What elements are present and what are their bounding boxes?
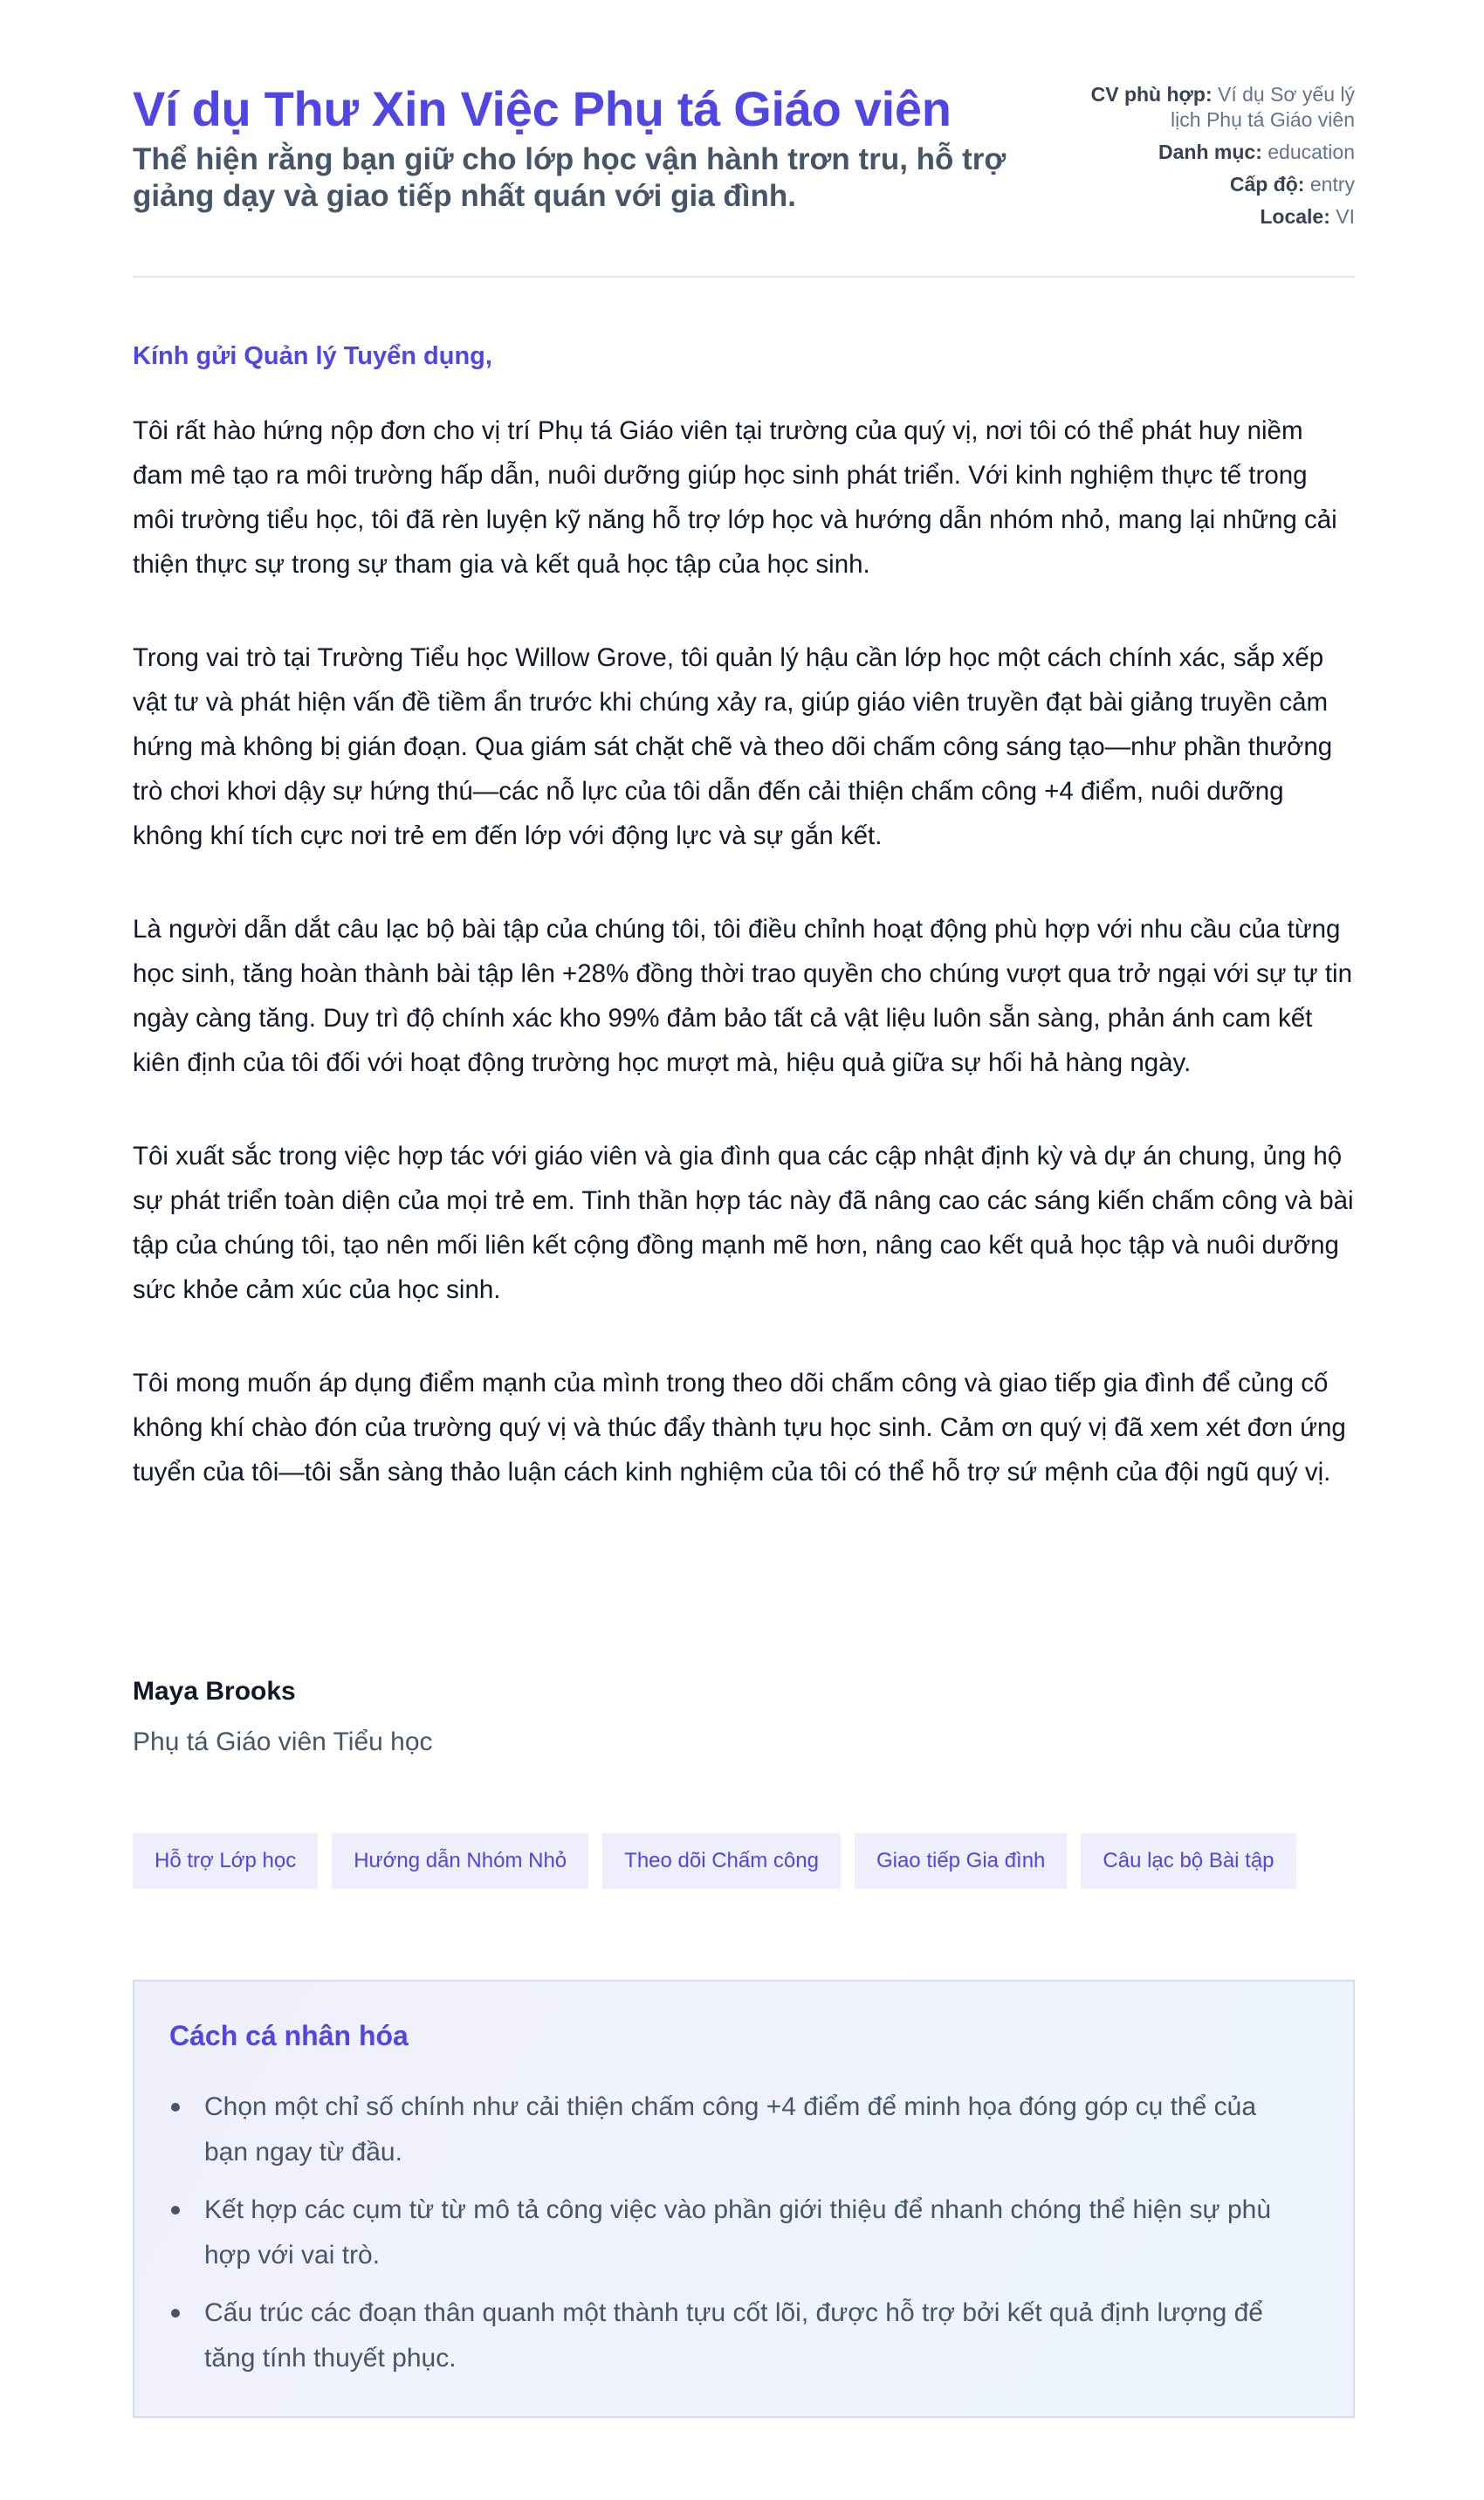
skill-tag: Câu lạc bộ Bài tập: [1081, 1833, 1295, 1889]
letter-body: [133, 409, 1355, 1543]
tips-title: Cách cá nhân hóa: [169, 2020, 409, 2051]
letter-paragraph: Tôi rất hào hứng nộp đơn cho vị trí Phụ tá Giáo viên tại trường của quý vị, nơi tôi có thể phát huy niềm đam mê tạo ra môi trường hấp dẫn, nuôi dưỡng giúp học sinh phát triển. Với kinh nghiệm thực tế trong môi trường tiểu học, tôi đã rèn luyện kỹ năng hỗ trợ lớp học và hướng dẫn nhóm nhỏ, mang lại những cải thiện thực sự trong sự tham gia và kết quả học tập của học sinh.: [133, 416, 1337, 579]
meta-label: Danh mục:: [1158, 141, 1262, 163]
meta-category: [1075, 140, 1355, 165]
meta-value: education: [1268, 141, 1355, 163]
letter-paragraph: Là người dẫn dắt câu lạc bộ bài tập của chúng tôi, tôi điều chỉnh hoạt động phù hợp với nhu cầu của từng học sinh, tăng hoàn thành bài tập lên +28% đồng thời trao quyền cho chúng vượt qua trở ngại với sự tự tin ngày càng tăng. Duy trì độ chính xác kho 99% đảm bảo tất cả vật liệu luôn sẵn sàng, phản ánh cam kết kiên định của tôi đối với hoạt động trường học mượt mà, hiệu quả giữa sự hối hả hàng ngày.: [133, 915, 1352, 1077]
bullet-icon: [171, 2103, 180, 2112]
meta-label: CV phù hợp:: [1090, 83, 1213, 106]
page-subtitle: Thể hiện rằng bạn giữ cho lớp học vận hành trơn tru, hỗ trợ giảng dạy và giao tiếp nhất quán với gia đình.: [133, 142, 1007, 213]
tip-item: [136, 2188, 1297, 2278]
signature-role: Phụ tá Giáo viên Tiểu học: [133, 1727, 433, 1756]
skill-tag: Giao tiếp Gia đình: [855, 1833, 1067, 1889]
tip-text: Chọn một chỉ số chính như cải thiện chấm công +4 điểm để minh họa đóng góp cụ thể của bạn ngay từ đầu.: [204, 2092, 1257, 2167]
skill-tag: Theo dõi Chấm công: [602, 1833, 841, 1889]
page-header: [133, 0, 1355, 278]
tip-item: [136, 2291, 1297, 2381]
skill-tag: Hỗ trợ Lớp học: [133, 1833, 318, 1889]
meta-value: entry: [1309, 173, 1355, 196]
meta-level: [1075, 172, 1355, 197]
meta-value: Ví dụ Sơ yếu lý lịch Phụ tá Giáo viên: [1171, 83, 1355, 131]
tips-list: [169, 2084, 1318, 2381]
tip-text: Kết hợp các cụm từ từ mô tả công việc vào phần giới thiệu để nhanh chóng thể hiện sự phù hợp với vai trò.: [204, 2195, 1272, 2270]
letter-paragraph: Tôi mong muốn áp dụng điểm mạnh của mình trong theo dõi chấm công và giao tiếp gia đình để củng cố không khí chào đón của trường quý vị và thúc đẩy thành tựu học sinh. Cảm ơn quý vị đã xem xét đơn ứng tuyển của tôi—tôi sẵn sàng thảo luận cách kinh nghiệm của tôi có thể hỗ trợ sứ mệnh của đội ngũ quý vị.: [133, 1369, 1346, 1487]
tip-text: Cấu trúc các đoạn thân quanh một thành tựu cốt lõi, được hỗ trợ bởi kết quả định lượng để tăng tính thuyết phục.: [204, 2298, 1263, 2373]
bullet-icon: [171, 2206, 180, 2215]
cover-letter-page: [133, 0, 1355, 2373]
letter-signature: [133, 1674, 433, 1760]
meta-matching-cv: [1075, 82, 1355, 133]
tip-item: [136, 2084, 1297, 2175]
meta-label: Locale:: [1260, 205, 1330, 228]
customization-tips-card: [133, 1980, 1355, 2418]
page-title: Ví dụ Thư Xin Việc Phụ tá Giáo viên: [133, 81, 952, 136]
bullet-icon: [171, 2309, 180, 2318]
meta-label: Cấp độ:: [1229, 173, 1305, 196]
meta-panel: [1075, 82, 1355, 237]
skill-tags: [133, 1833, 1296, 1889]
signature-name: Maya Brooks: [133, 1677, 296, 1706]
letter-paragraph: Trong vai trò tại Trường Tiểu học Willow Grove, tôi quản lý hậu cần lớp học một cách chính xác, sắp xếp vật tư và phát hiện vấn đề tiềm ẩn trước khi chúng xảy ra, giúp giáo viên truyền đạt bài giảng truyền cảm hứng mà không bị gián đoạn. Qua giám sát chặt chẽ và theo dõi chấm công sáng tạo—như phần thưởng trò chơi khơi dậy sự hứng thú—các nỗ lực của tôi dẫn đến cải thiện chấm công +4 điểm, nuôi dưỡng không khí tích cực nơi trẻ em đến lớp với động lực và sự gắn kết.: [133, 643, 1333, 850]
letter-paragraph: Tôi xuất sắc trong việc hợp tác với giáo viên và gia đình qua các cập nhật định kỳ và dự án chung, ủng hộ sự phát triển toàn diện của mọi trẻ em. Tinh thần hợp tác này đã nâng cao các sáng kiến chấm công và bài tập của chúng tôi, tạo nên mối liên kết cộng đồng mạnh mẽ hơn, nâng cao kết quả học tập và nuôi dưỡng sức khỏe cảm xúc của học sinh.: [133, 1142, 1354, 1304]
meta-locale: [1075, 204, 1355, 230]
meta-value: VI: [1336, 205, 1355, 228]
letter-salutation: Kính gửi Quản lý Tuyển dụng,: [133, 342, 492, 370]
skill-tag: Hướng dẫn Nhóm Nhỏ: [332, 1833, 588, 1889]
